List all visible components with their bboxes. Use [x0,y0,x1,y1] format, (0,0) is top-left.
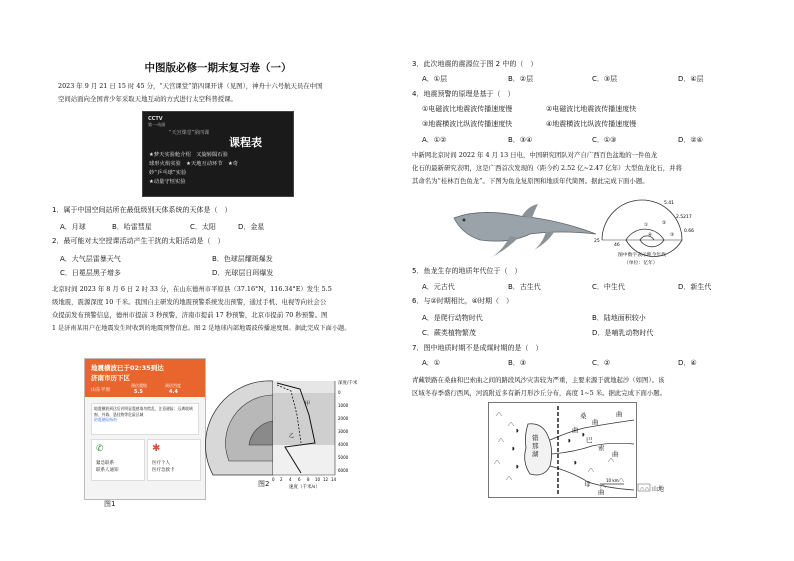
q3-option-a: A．①层 [422,75,448,83]
svg-text:6000: 6000 [338,468,349,473]
q4-statement-4: ④地震横波比纵波传播速度慢 [546,120,637,128]
svg-text:②: ② [662,221,667,226]
q6-option-c: C．蕨类植物繁茂 [422,329,476,337]
q4-statement-3: ③地震横波比纵波传播速度快 [422,120,513,128]
svg-text:错: 错 [532,434,539,442]
q4-option-d: D．②④ [678,136,703,144]
q4-statement-2: ②电磁波比地震波传播速度快 [546,105,637,113]
question-1 [52,204,231,217]
q4-option-b: B．③④ [508,136,533,144]
cuona-lake-map [488,402,673,498]
svg-text:◗: ◗ [582,432,585,438]
q7-option-a: A．① [422,359,441,367]
question-7-stem: 7．图中地质时期不是成煤时期的是（ ） [412,344,543,352]
svg-text:25: 25 [594,239,600,244]
intro-paragraph: 2023 年 9 月 21 日 15 时 45 分，“天宫课堂”第四课开讲（见图），神舟十六号航天员在中国 空间站面向全国青少年采取天地互动的方式进行太空科普授课。 [58,82,323,103]
spiral-caption-1: 图中数字表示距今年代 [618,253,666,258]
question-6-stem: 6．与②时期相比，④时期（ ） [412,297,514,305]
svg-text:2.5217: 2.5217 [676,215,692,220]
q3-option-c: C．③层 [592,75,618,83]
svg-text:巴: 巴 [586,436,593,444]
q7-option-d: D．④ [678,359,697,367]
figure-2-seismic-wave-chart [205,375,390,490]
svg-text:4000: 4000 [338,442,349,447]
medical-icon: ✱ [152,443,161,454]
q4-statement-1: ①电磁波比地震波传播速度慢 [422,105,513,113]
q2-option-a: A．大气层雷暴天气 [60,255,121,263]
safety-guide-link[interactable]: 防震避险指南 [94,417,117,422]
schedule-title: 课程表 [229,136,262,149]
geologic-time-spiral [592,190,702,270]
svg-text:④: ④ [648,233,653,238]
svg-text:8: 8 [307,477,310,482]
q1-option-b: B．哈雷彗星 [112,223,152,231]
speed-axis-label: 速度（千米/s） [289,485,320,490]
question-5-stem: 5．鱼龙生存的地质年代位于（ ） [412,267,522,275]
svg-text:1000: 1000 [338,403,349,408]
earth-cross-section [205,381,273,475]
svg-text:3000: 3000 [338,429,349,434]
q1-option-d: D．金星 [238,223,265,231]
svg-text:山地: 山地 [652,486,665,493]
svg-text:曲: 曲 [592,418,599,426]
emergency-contact-button[interactable]: ✆ 紧急联系 联系人通知 [91,439,145,481]
svg-text:6: 6 [298,477,301,482]
spiral-caption-2: （单位：亿年） [624,261,658,266]
svg-text:5.41: 5.41 [664,201,675,206]
speed-ticks [272,477,337,482]
q2-option-c: C．日冕层黑子增多 [60,269,121,277]
layer-label-jia: 甲 [305,401,311,407]
figure-1-phone-alert [84,358,206,500]
svg-text:曲: 曲 [572,426,579,434]
ichthyosaur-paragraph: 中新网北京时间 2022 年 4 月 13 日电，中国研究团队对产自广西百色盆地的一件鱼龙 化石的最新研究表明，这是广西首次发现的（距今约 2.52 亿~2.47 亿年）大型鱼龙化石，并将 其命名为“桂林百色鱼龙”。下图为鱼龙复原图和地质年代简图。据此完成下面小题。 [412,151,682,185]
q5-option-c: C．中生代 [592,283,625,291]
svg-text:◗: ◗ [512,446,515,452]
q7-option-c: C．② [592,359,611,367]
question-4-stem: 4．地震预警的原理是基于（ ） [412,90,515,98]
schedule-list: ★梦天实验舱介绍 又旋转陨石验 球形火焰实验 ★天地互动环节 ★奇 妙“乒乓球”实验 ★动量守恒实验 [149,152,238,185]
svg-text:2: 2 [280,477,283,482]
earthquake-paragraph: 北京时间 2023 年 8 月 6 日 2 时 33 分，在山东德州市平原县（37.16°N，116.34°E）发生 5.5 级地震，震源深度 10 千米。我国自主研发的地震预警系统发出预警，通过手机、电视等向社会公 众提前发布预警信息，德州市提前 3 秒预警，济南市提前 17 秒预警，北京市提前 70 秒预警。图 1 是济南某用户在地震发生时收到的地震预警信息。图 2 是地球内部地震波传播速度图。据此完成下面小题。 [52,285,351,332]
svg-text:◗: ◗ [568,438,571,444]
svg-text:①: ① [644,223,649,228]
q4-option-c: C．①③ [592,136,617,144]
svg-text:那: 那 [532,442,539,450]
svg-text:46: 46 [614,243,620,248]
svg-text:曲: 曲 [616,410,623,418]
svg-text:湖: 湖 [532,450,539,458]
svg-text:母: 母 [584,480,591,488]
q7-option-b: B．③ [508,359,527,367]
q3-option-b: B．②层 [508,75,534,83]
svg-text:2000: 2000 [338,416,349,421]
ichthyosaur-reconstruction-image [450,200,600,260]
phone-icon: ✆ [96,444,104,454]
alert-notice: 地震横波到达后若明显震感请勿慌乱，注意避险；远离玻璃窗、外墙、悬挂物等危险区域 防震避险指南 [91,403,199,435]
svg-text:0: 0 [272,477,275,482]
q5-option-d: D．新生代 [678,283,712,291]
svg-text:桑: 桑 [580,412,587,420]
screen-header: “天宫课堂”第四课 [169,130,210,136]
medical-card-button[interactable]: ✱ 医疗个人 医疗急救卡 [147,439,201,481]
svg-text:0.66: 0.66 [684,229,695,234]
svg-text:◗: ◗ [516,464,519,470]
q6-option-d: D．是哺乳动物时代 [592,329,654,337]
q2-option-d: D．光球层日珥爆发 [212,269,274,277]
question-1-stem: 1．属于中国空间站所在最低级别天体系统的天体是（ ） [52,206,232,214]
tiangong-class-screen-image [142,111,294,197]
q6-option-a: A．是爬行动物时代 [422,314,483,322]
alert-banner: 地震横波已于02:35到达 济南市历下区 山东平原 预估震级 5.5 预估烈度 4.4 [85,359,205,397]
depth-speed-plot [273,381,335,475]
svg-text:③: ③ [670,233,675,238]
svg-text:曲: 曲 [612,450,619,458]
depth-axis-label: 深度/千米 [338,381,358,386]
q3-option-d: D．④层 [678,75,704,83]
q2-option-b: B．色球层耀斑爆发 [212,255,273,263]
q6-option-b: B．陆地面积较小 [592,314,646,322]
svg-text:4: 4 [289,477,292,482]
svg-text:◗: ◗ [574,460,577,466]
page-title: 中图版必修一期末复习卷（一） [144,62,292,74]
question-3-stem: 3．此次地震的震源位于图 2 中的（ ） [412,60,538,68]
svg-text:0: 0 [338,390,341,395]
q1-option-a: A．月球 [60,223,86,231]
map-legend [638,484,664,493]
depth-ticks [338,390,349,473]
question-2-stem: 2．最可能对太空授课活动产生干扰的太阳活动是（ ） [52,237,225,245]
svg-text:10: 10 [315,477,321,482]
layer-label-yi: 乙 [289,433,295,439]
svg-text:索: 索 [598,444,605,452]
svg-text:10 km: 10 km [606,478,619,483]
figure-2-caption: 图2 [258,480,270,488]
cctv-logo-sub: 第一·动画 [148,122,166,127]
q1-option-c: C．太阳 [190,223,216,231]
q4-option-a: A．①② [422,136,447,144]
q5-option-a: A．元古代 [422,283,455,291]
svg-text:◗: ◗ [516,428,519,434]
svg-text:14: 14 [331,477,337,482]
cctv-logo: CCTV [148,116,163,122]
svg-text:曲: 曲 [598,488,605,496]
q5-option-b: B．古生代 [508,283,541,291]
figure-1-caption: 图1 [104,500,116,508]
railway-paragraph: 青藏铁路在桑曲和巴索曲之间的路段风沙灾害较为严重，主要来源于就地起沙（如图）。该 区域冬春季盛行西风，河流附近多有新月形沙丘分布，高度 1~5 米。据此完成下面小题。 [412,376,667,397]
svg-text:5000: 5000 [338,455,349,460]
svg-text:12: 12 [323,477,329,482]
